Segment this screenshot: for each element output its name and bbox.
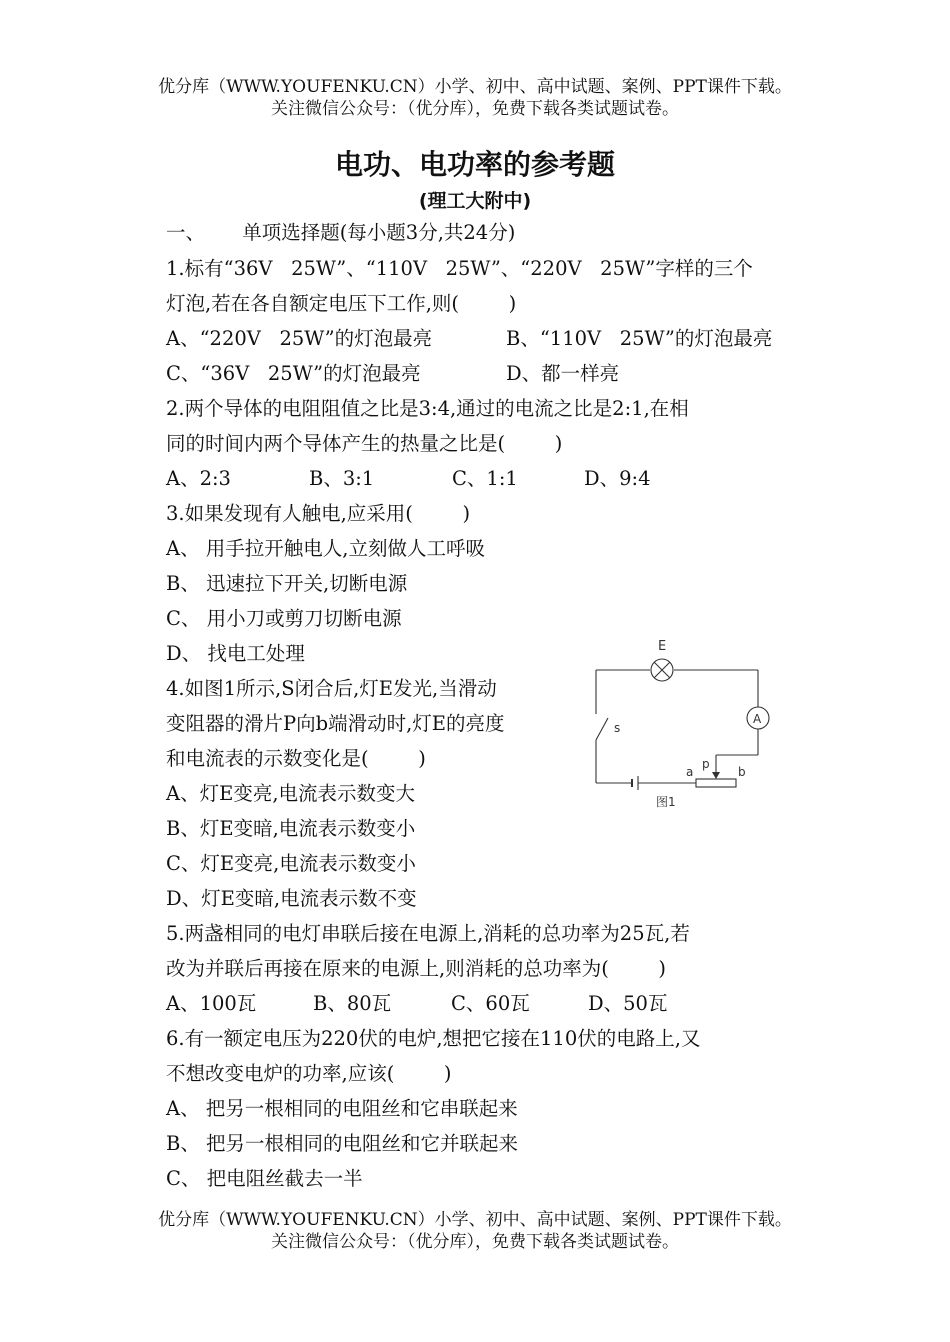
q5-option-d: D、50瓦 — [588, 992, 668, 1015]
header-line-2: 关注微信公众号：（优分库），免费下载各类试题试卷。 — [271, 99, 679, 119]
rheostat-end-a: a — [686, 765, 694, 779]
q2-option-b: B、3:1 — [309, 467, 375, 490]
q5-stem-line1: 5.两盏相同的电灯串联后接在电源上,消耗的总功率为25瓦,若 — [166, 922, 690, 945]
q6-option-c: C、 把电阻丝截去一半 — [166, 1167, 363, 1190]
q4-stem-line3: 和电流表的示数变化是( ) — [166, 747, 426, 770]
q6-stem-line2: 不想改变电炉的功率,应该( ) — [166, 1062, 452, 1085]
q3-option-d: D、 找电工处理 — [166, 642, 305, 665]
q2-stem-line1: 2.两个导体的电阻阻值之比是3:4,通过的电流之比是2:1,在相 — [166, 397, 689, 420]
footer-line-2: 关注微信公众号：（优分库），免费下载各类试题试卷。 — [271, 1232, 679, 1252]
q4-option-a: A、灯E变亮,电流表示数变大 — [166, 782, 416, 805]
q3-option-c: C、 用小刀或剪刀切断电源 — [166, 607, 402, 630]
q2-stem-line2: 同的时间内两个导体产生的热量之比是( ) — [166, 432, 563, 455]
q6-option-b: B、 把另一根相同的电阻丝和它并联起来 — [166, 1132, 519, 1155]
q4-option-d: D、灯E变暗,电流表示数不变 — [166, 887, 417, 910]
battery-icon — [632, 776, 638, 790]
switch-label: s — [614, 721, 621, 735]
q5-option-c: C、60瓦 — [451, 992, 530, 1015]
q2-option-d: D、9:4 — [584, 467, 651, 490]
circuit-diagram-figure-1 — [588, 638, 788, 818]
lamp-label: E — [658, 639, 667, 654]
q1-stem-line2: 灯泡,若在各自额定电压下工作,则( ) — [166, 292, 517, 315]
header-line-1: 优分库（WWW.YOUFENKU.CN）小学、初中、高中试题、案例、PPT课件下载。 — [158, 77, 792, 97]
q6-option-a: A、 把另一根相同的电阻丝和它串联起来 — [166, 1097, 518, 1120]
lamp-icon — [651, 659, 673, 681]
q5-option-b: B、80瓦 — [313, 992, 392, 1015]
rheostat-icon — [696, 779, 736, 787]
footer-line-1: 优分库（WWW.YOUFENKU.CN）小学、初中、高中试题、案例、PPT课件下载。 — [158, 1210, 792, 1230]
q1-stem-line1: 1.标有“36V 25W”、“110V 25W”、“220V 25W”字样的三个 — [166, 257, 753, 280]
slider-arrow-icon — [712, 772, 720, 779]
slider-label: p — [702, 757, 710, 771]
q1-option-d: D、都一样亮 — [506, 362, 620, 385]
q5-stem-line2: 改为并联后再接在原来的电源上,则消耗的总功率为( ) — [166, 957, 667, 980]
q1-option-b: B、“110V 25W”的灯泡最亮 — [506, 327, 773, 350]
document-subtitle: (理工大附中) — [418, 190, 532, 212]
page-footer — [0, 1209, 950, 1253]
figure-caption: 图1 — [656, 795, 676, 809]
q4-stem-line2: 变阻器的滑片P向b端滑动时,灯E的亮度 — [166, 712, 505, 735]
switch-icon — [596, 718, 608, 740]
q1-option-c: C、“36V 25W”的灯泡最亮 — [166, 362, 421, 385]
ammeter-label: A — [753, 712, 762, 726]
q5-option-a: A、100瓦 — [166, 992, 257, 1015]
rheostat-end-b: b — [738, 765, 746, 779]
page-header — [0, 76, 950, 120]
q2-option-a: A、2:3 — [166, 467, 231, 490]
q3-stem: 3.如果发现有人触电,应采用( ) — [166, 502, 471, 525]
q3-option-b: B、 迅速拉下开关,切断电源 — [166, 572, 408, 595]
section-heading: 一、 单项选择题(每小题3分,共24分) — [166, 221, 516, 244]
q6-stem-line1: 6.有一额定电压为220伏的电炉,想把它接在110伏的电路上,又 — [166, 1027, 701, 1050]
q4-option-b: B、灯E变暗,电流表示数变小 — [166, 817, 416, 840]
q2-option-c: C、1:1 — [452, 467, 518, 490]
q4-stem-line1: 4.如图1所示,S闭合后,灯E发光,当滑动 — [166, 677, 497, 700]
document-title: 电功、电功率的参考题 — [334, 148, 615, 181]
q1-option-a: A、“220V 25W”的灯泡最亮 — [166, 327, 433, 350]
q3-option-a: A、 用手拉开触电人,立刻做人工呼吸 — [166, 537, 485, 560]
q4-option-c: C、灯E变亮,电流表示数变小 — [166, 852, 416, 875]
